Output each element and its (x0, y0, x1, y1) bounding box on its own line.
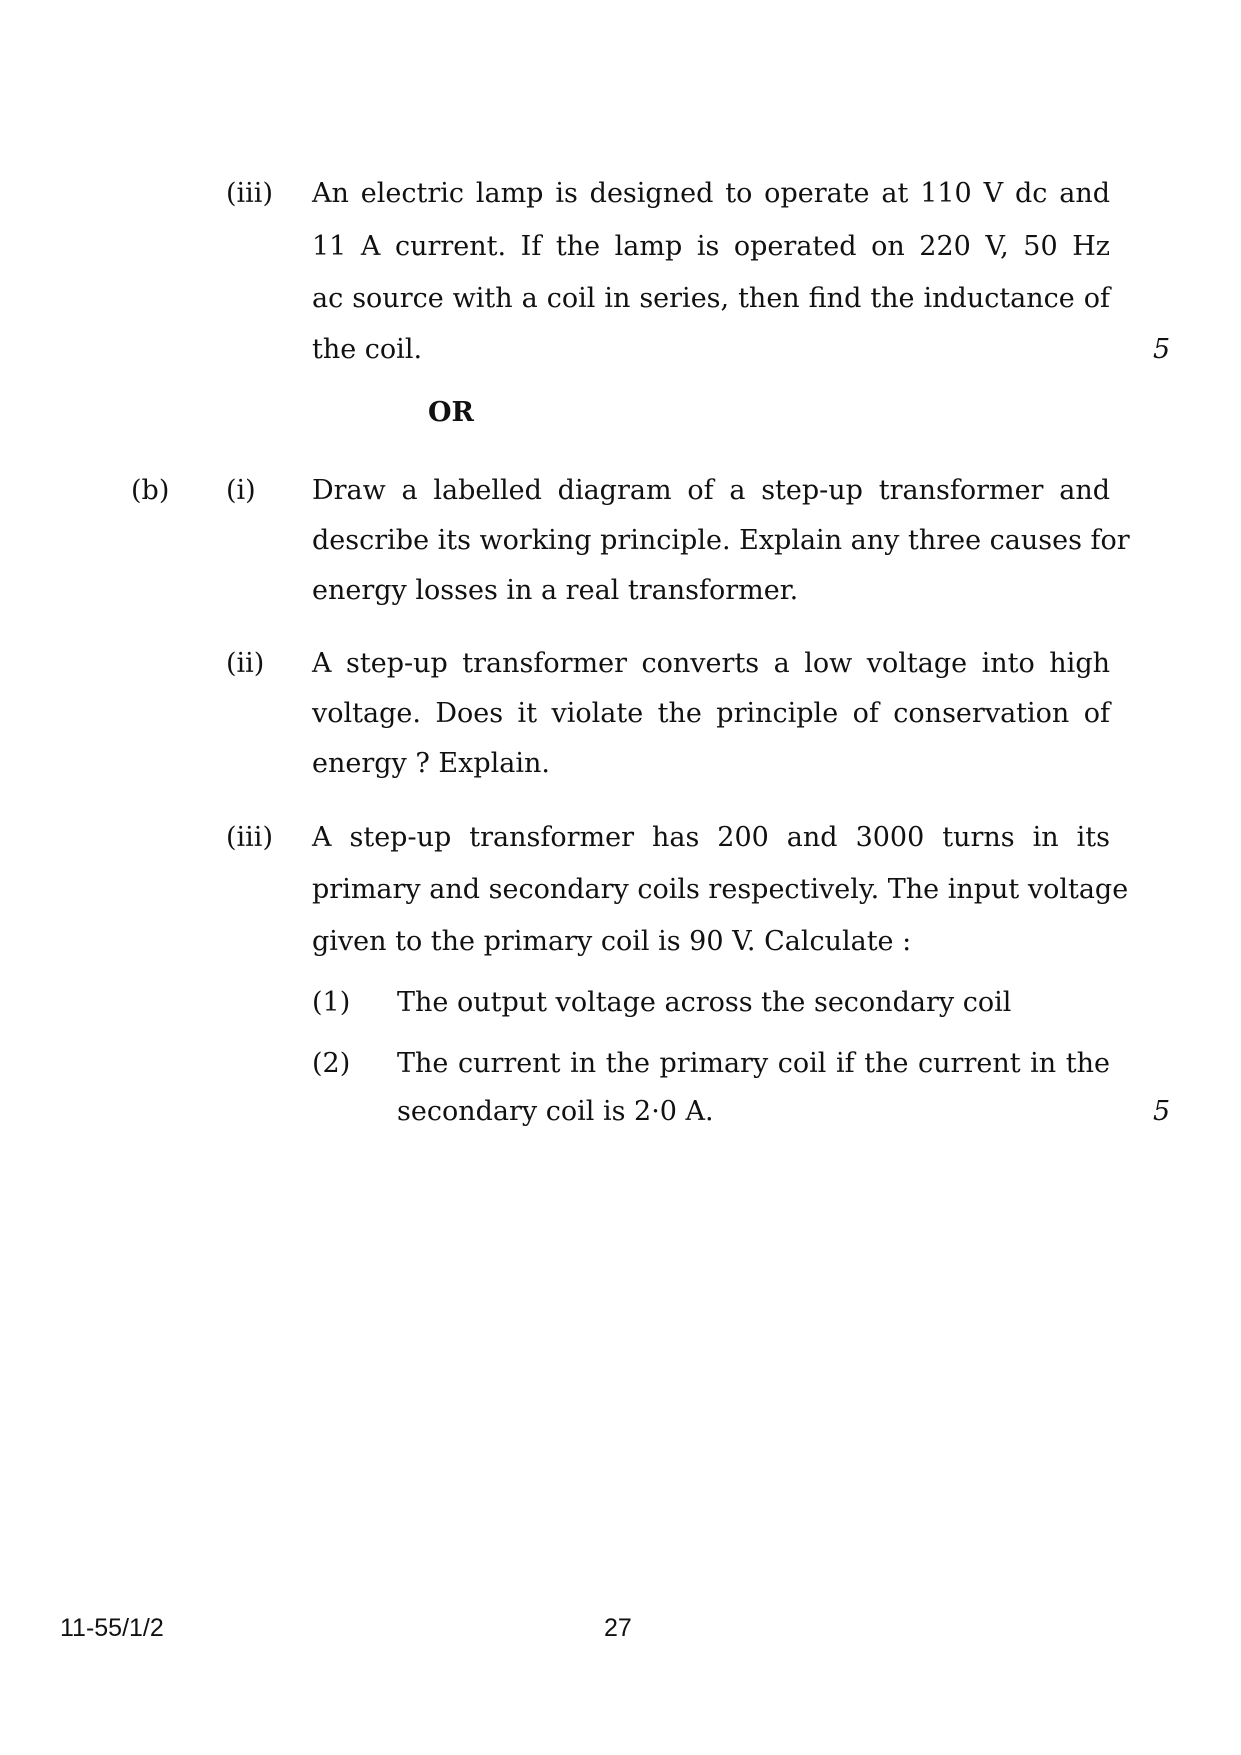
question-b-iii-line-2: primary and secondary coils respectively. The input voltage (312, 874, 1129, 905)
question-b-iii-label: (iii) (226, 822, 273, 853)
question-a-iii-line-2: 11 A current. If the lamp is operated on 220 V, 50 Hz (312, 231, 1110, 262)
footer-paper-code: 11-55/1/2 (60, 1614, 164, 1642)
question-a-iii-line-4: the coil. (312, 334, 423, 365)
sub-question-1-line-1: The output voltage across the secondary coil (397, 987, 1012, 1018)
question-b-i-label: (i) (226, 475, 256, 506)
question-b-iii-line-3: given to the primary coil is 90 V. Calculate : (312, 926, 912, 957)
question-b-i-line-2: describe its working principle. Explain any three causes for (312, 525, 1130, 556)
question-b-ii-line-1: A step-up transformer converts a low voltage into high (312, 648, 1110, 679)
sub-question-2-label: (2) (312, 1048, 351, 1079)
question-b-iii-line-1: A step-up transformer has 200 and 3000 turns in its (312, 822, 1110, 853)
question-a-iii-marks: 5 (1153, 334, 1171, 365)
question-b-ii-line-2: voltage. Does it violate the principle of conservation of (312, 698, 1110, 729)
footer-page-number: 27 (604, 1614, 632, 1642)
question-b-ii-label: (ii) (226, 648, 265, 679)
question-b-i-line-1: Draw a labelled diagram of a step-up transformer and (312, 475, 1110, 506)
question-b-ii-line-3: energy ? Explain. (312, 748, 550, 779)
question-b-marks: 5 (1153, 1096, 1171, 1127)
question-a-iii-line-3: ac source with a coil in series, then find the inductance of (312, 283, 1110, 314)
question-b-i-line-3: energy losses in a real transformer. (312, 575, 799, 606)
sub-question-1-label: (1) (312, 987, 351, 1018)
question-a-iii-label: (iii) (226, 178, 273, 209)
sub-question-2-line-2: secondary coil is 2·0 A. (397, 1096, 714, 1127)
or-separator: OR (428, 397, 474, 428)
question-a-iii-line-1: An electric lamp is designed to operate at 110 V dc and (312, 178, 1110, 209)
question-b-label: (b) (131, 475, 170, 506)
sub-question-2-line-1: The current in the primary coil if the current in the (397, 1048, 1110, 1079)
